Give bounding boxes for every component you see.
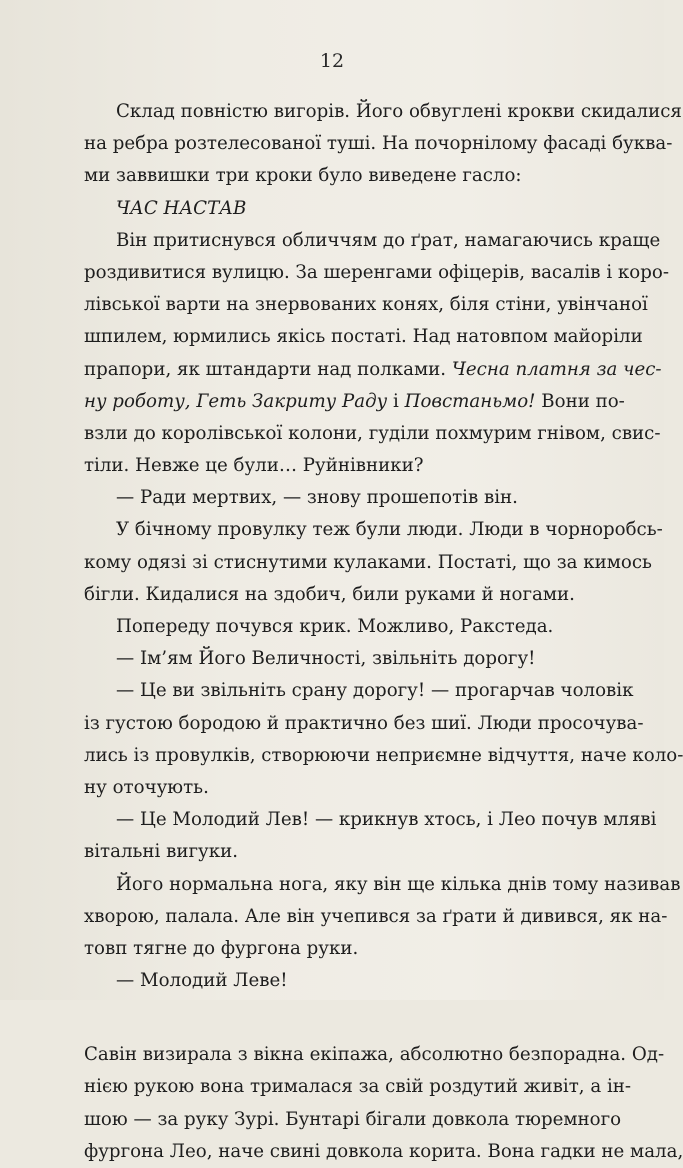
- text-line: бігли. Кидалися на здобич, били руками й ногами.: [84, 583, 575, 605]
- section-break: [84, 997, 616, 1039]
- text-line: роздивитися вулицю. За шеренгами офіцерів, васалів і коро-: [84, 261, 669, 283]
- body-text: [84, 96, 683, 1168]
- text-line: шою — за руку Зурі. Бунтарі бігали довкола тюремного: [84, 1108, 622, 1130]
- text-line: вітальні вигуки.: [84, 841, 238, 863]
- dialogue-line: — Це Молодий Лев! — крикнув хтось, і Лео почув мляві: [116, 809, 657, 831]
- text-line: ми заввишки три кроки було виведене гасло:: [84, 165, 522, 187]
- dialogue-line: — Молодий Леве!: [116, 970, 288, 992]
- text-line: Склад повністю вигорів. Його обвуглені крокви скидалися: [116, 101, 682, 122]
- text-line: нією рукою вона трималася за свій роздутий живіт, а ін-: [84, 1076, 632, 1098]
- text-line: шпилем, юрмились якісь постаті. Над натовпом майоріли: [84, 326, 643, 348]
- text-line: на ребра розтелесованої туші. На почорнілому фасаді буква-: [84, 133, 673, 155]
- text-line: фургона Лео, наче свині довкола корита. Вона гадки не мала,: [84, 1140, 683, 1162]
- text-line: взли до королівської колони, гуділи похмурим гнівом, свис-: [84, 422, 661, 444]
- dialogue-line: — Ради мертвих, — знову прошепотів він.: [116, 487, 518, 509]
- page-number: 12: [319, 50, 345, 72]
- italic-slogan: ЧАС НАСТАВ: [116, 197, 247, 219]
- text-line: Попереду почувся крик. Можливо, Ракстеда.: [116, 616, 554, 637]
- text-line: Він притиснувся обличчям до ґрат, намагаючись краще: [116, 229, 661, 251]
- text-line: тіли. Невже це були… Руйнівники?: [84, 455, 424, 477]
- text-line: лись із провулків, створюючи неприємне відчуття, наче коло-: [84, 744, 683, 766]
- text-line: лівської варти на знервованих конях, біля стіни, увінчаної: [84, 294, 648, 316]
- text-line: кому одязі зі стиснутими кулаками. Постаті, що за кимось: [84, 551, 652, 573]
- text-line: із густою бородою й практично без шиї. Люди просочува-: [84, 712, 644, 734]
- text-line: ну оточують.: [84, 776, 209, 798]
- text-line: [84, 193, 616, 225]
- text-line: ну роботу, Геть Закриту Раду і Повстаньмо! Вони по-: [84, 390, 625, 412]
- dialogue-line: — Це ви звільніть срану дорогу! — прогарчав чоловік: [116, 680, 634, 702]
- text-line: прапори, як штандарти над полками. Чесна платня за чес-: [84, 358, 662, 380]
- dialogue-line: — Ім’ям Його Величності, звільніть дорогу!: [116, 648, 536, 670]
- text-line: Савін визирала з вікна екіпажа, абсолютно безпорадна. Од-: [84, 1044, 665, 1066]
- text-line: Його нормальна нога, яку він ще кілька днів тому називав: [116, 873, 681, 895]
- text-line: товп тягне до фургона руки.: [84, 937, 359, 959]
- text-line: У бічному провулку теж були люди. Люди в чорноробсь-: [116, 519, 663, 541]
- text-line: хворою, палала. Але він учепився за ґрати й дивився, як на-: [84, 905, 668, 927]
